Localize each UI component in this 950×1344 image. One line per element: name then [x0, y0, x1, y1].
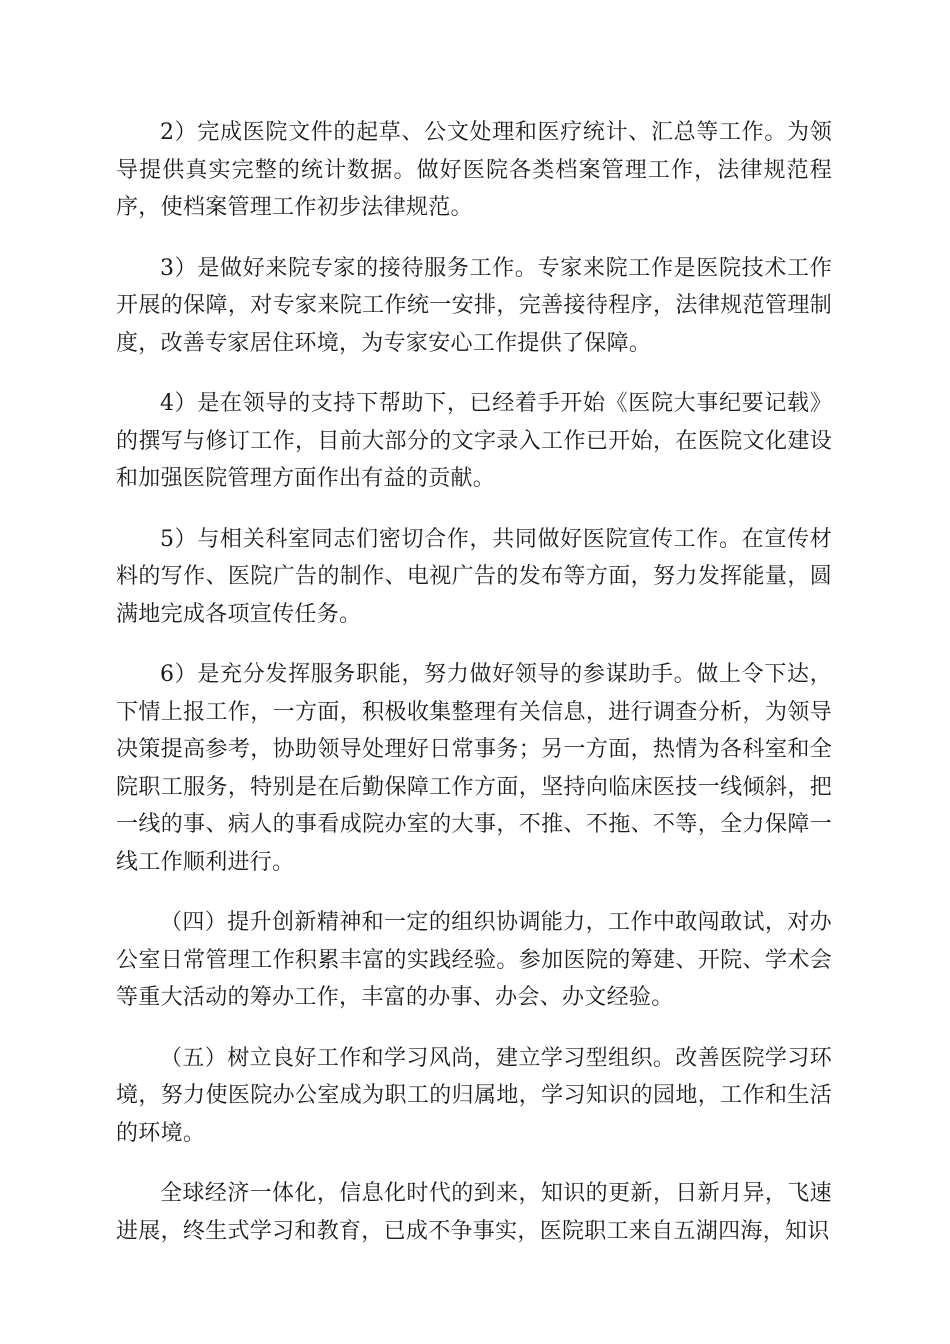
paragraph-item-4: 4）是在领导的支持下帮助下，已经着手开始《医院大事纪要记载》的撰写与修订工作，目前大部分的文字录入工作已开始，在医院文化建设和加强医院管理方面作出有益的贡献。	[116, 391, 832, 491]
document-body	[116, 114, 832, 1273]
paragraph-section-5: （五）树立良好工作和学习风尚，建立学习型组织。改善医院学习环境，努力使医院办公室成为职工的归属地，学习知识的园地，工作和生活的环境。	[116, 1045, 832, 1146]
paragraph-item-6: 6）是充分发挥服务职能，努力做好领导的参谋助手。做上令下达，下情上报工作，一方面，积极收集整理有关信息，进行调查分析，为领导决策提高参考，协助领导处理好日常事务；另一方面，热情为各科室和全院职工服务，特别是在后勤保障工作方面，坚持向临床医技一线倾斜，把一线的事、病人的事看成院办室的大事，不推、不拖、不等，全力保障一线工作顺利进行。	[116, 662, 832, 875]
paragraph-section-4: （四）提升创新精神和一定的组织协调能力，工作中敢闯敢试，对办公室日常管理工作积累丰富的实践经验。参加医院的筹建、开院、学术会等重大活动的筹办工作，丰富的办事、办会、办文经验。	[116, 910, 832, 1010]
paragraph-closing: 全球经济一体化，信息化时代的到来，知识的更新，日新月异，飞速进展，终生式学习和教育，已成不争事实，医院职工来自五湖四海，知识	[116, 1181, 832, 1244]
paragraph-item-3: 3）是做好来院专家的接待服务工作。专家来院工作是医院技术工作开展的保障，对专家来院工作统一安排，完善接待程序，法律规范管理制度，改善专家居住环境，为专家安心工作提供了保障。	[116, 255, 832, 356]
paragraph-item-5: 5）与相关科室同志们密切合作，共同做好医院宣传工作。在宣传材料的写作、医院广告的制作、电视广告的发布等方面，努力发挥能量，圆满地完成各项宣传任务。	[116, 526, 832, 627]
paragraph-item-2: 2）完成医院文件的起草、公文处理和医疗统计、汇总等工作。为领导提供真实完整的统计数据。做好医院各类档案管理工作，法律规范程序，使档案管理工作初步法律规范。	[116, 120, 832, 220]
